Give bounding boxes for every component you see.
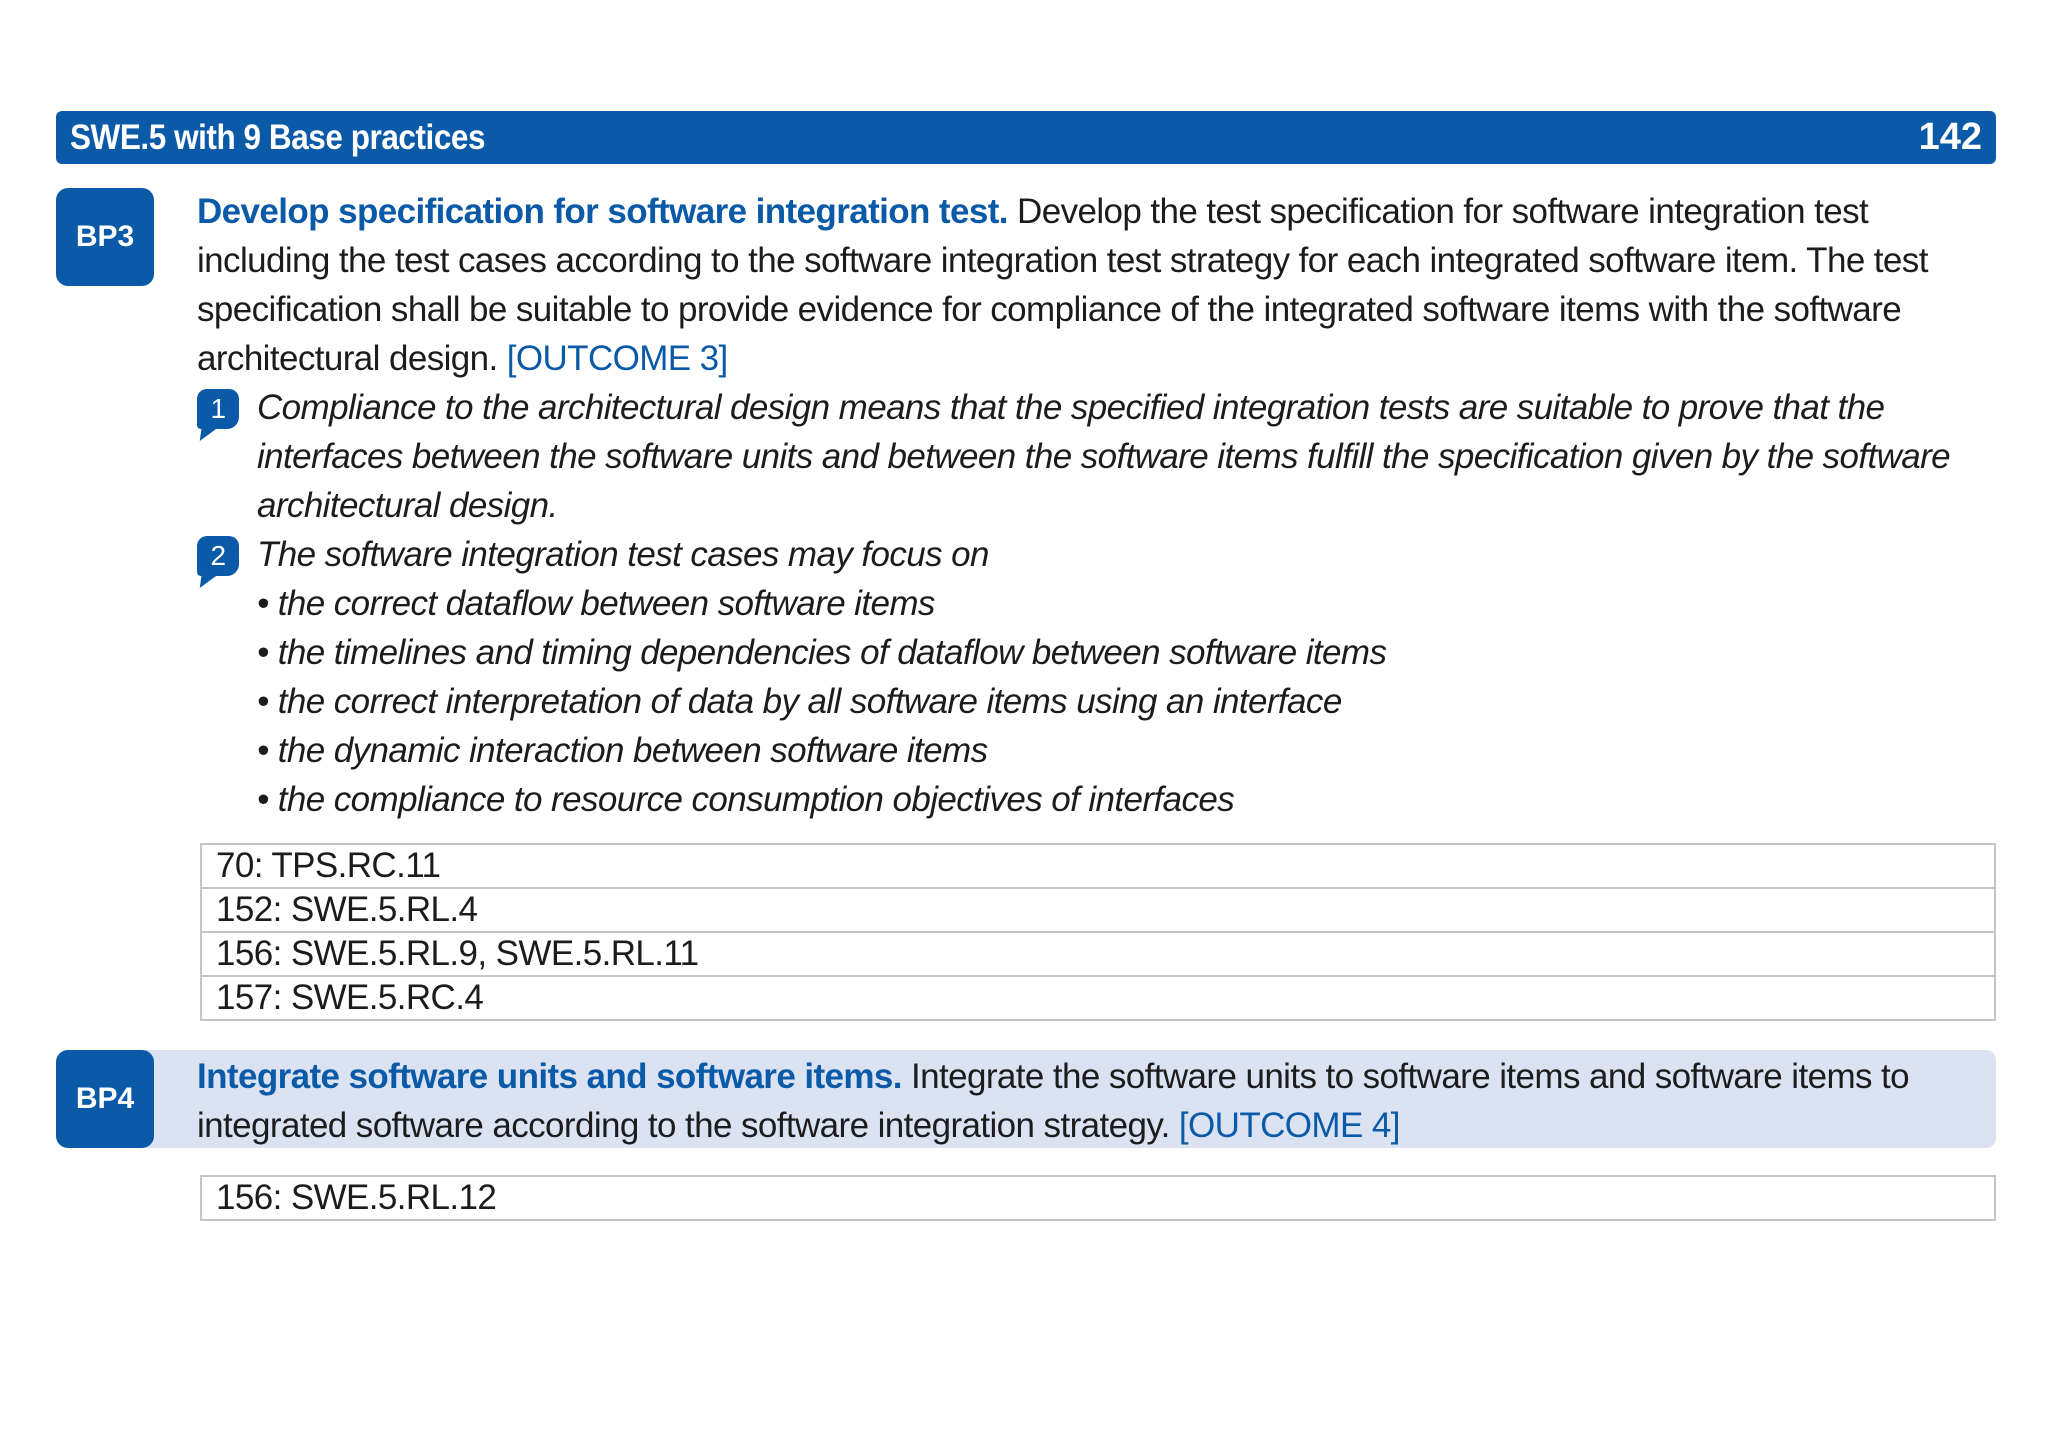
table-row	[201, 976, 1995, 1020]
bp3-body: Develop the test specification for software integration test including the test cases according to the software integration test strategy for each integrated software item. The test specification shall be suitable to provide evidence for compliance of the integrated software items with the software architectural design.	[197, 192, 1928, 378]
bp4-lead: Integrate software units and software items.	[197, 1057, 902, 1096]
list-item: • the compliance to resource consumption objectives of interfaces	[257, 780, 1235, 819]
bp4-paragraph	[197, 1052, 1997, 1150]
table-row	[201, 932, 1995, 976]
list-item: • the dynamic interaction between software items	[257, 731, 988, 770]
bp3-reference-table	[200, 843, 1996, 1021]
list-item: • the timelines and timing dependencies of dataflow between software items	[257, 633, 1387, 672]
list-item: • the correct interpretation of data by all software items using an interface	[257, 682, 1342, 721]
bp3-badge: BP3	[56, 188, 154, 286]
table-row	[201, 1176, 1995, 1220]
note-number: 2	[197, 536, 239, 576]
section-title: SWE.5 with 9 Base practices	[70, 117, 486, 157]
bp4-outcome: [OUTCOME 4]	[1178, 1106, 1400, 1145]
note-text: Compliance to the architectural design means that the specified integration tests are suitable to prove that the interfaces between the software units and between the software items fulfill the specification given by the software architectural design.	[257, 388, 1951, 525]
table-row	[201, 844, 1995, 888]
list-item: • the correct dataflow between software items	[257, 584, 935, 623]
bp4-badge: BP4	[56, 1050, 154, 1148]
bp3-note-2	[197, 530, 1977, 824]
note-number: 1	[197, 389, 239, 429]
note-text: The software integration test cases may focus on	[257, 535, 989, 574]
table-cell: 157: SWE.5.RC.4	[201, 976, 1995, 1020]
bp4-reference-table	[200, 1175, 1996, 1221]
table-cell: 156: SWE.5.RL.9, SWE.5.RL.11	[201, 932, 1995, 976]
table-row	[201, 888, 1995, 932]
bp3-note-1	[197, 383, 1977, 530]
table-cell: 152: SWE.5.RL.4	[201, 888, 1995, 932]
bp4-body: Integrate the software units to software items and software items to integrated software according to the software integration strategy.	[197, 1057, 1910, 1145]
page-number: 142	[1918, 116, 1982, 158]
note-bubble-icon	[197, 536, 239, 588]
section-header	[56, 111, 1996, 164]
note-bubble-icon	[197, 389, 239, 441]
bp3-outcome: [OUTCOME 3]	[506, 339, 728, 378]
table-cell: 70: TPS.RC.11	[201, 844, 1995, 888]
table-cell: 156: SWE.5.RL.12	[201, 1176, 1995, 1220]
bp3-paragraph	[197, 187, 1997, 383]
bp3-lead: Develop specification for software integration test.	[197, 192, 1008, 231]
